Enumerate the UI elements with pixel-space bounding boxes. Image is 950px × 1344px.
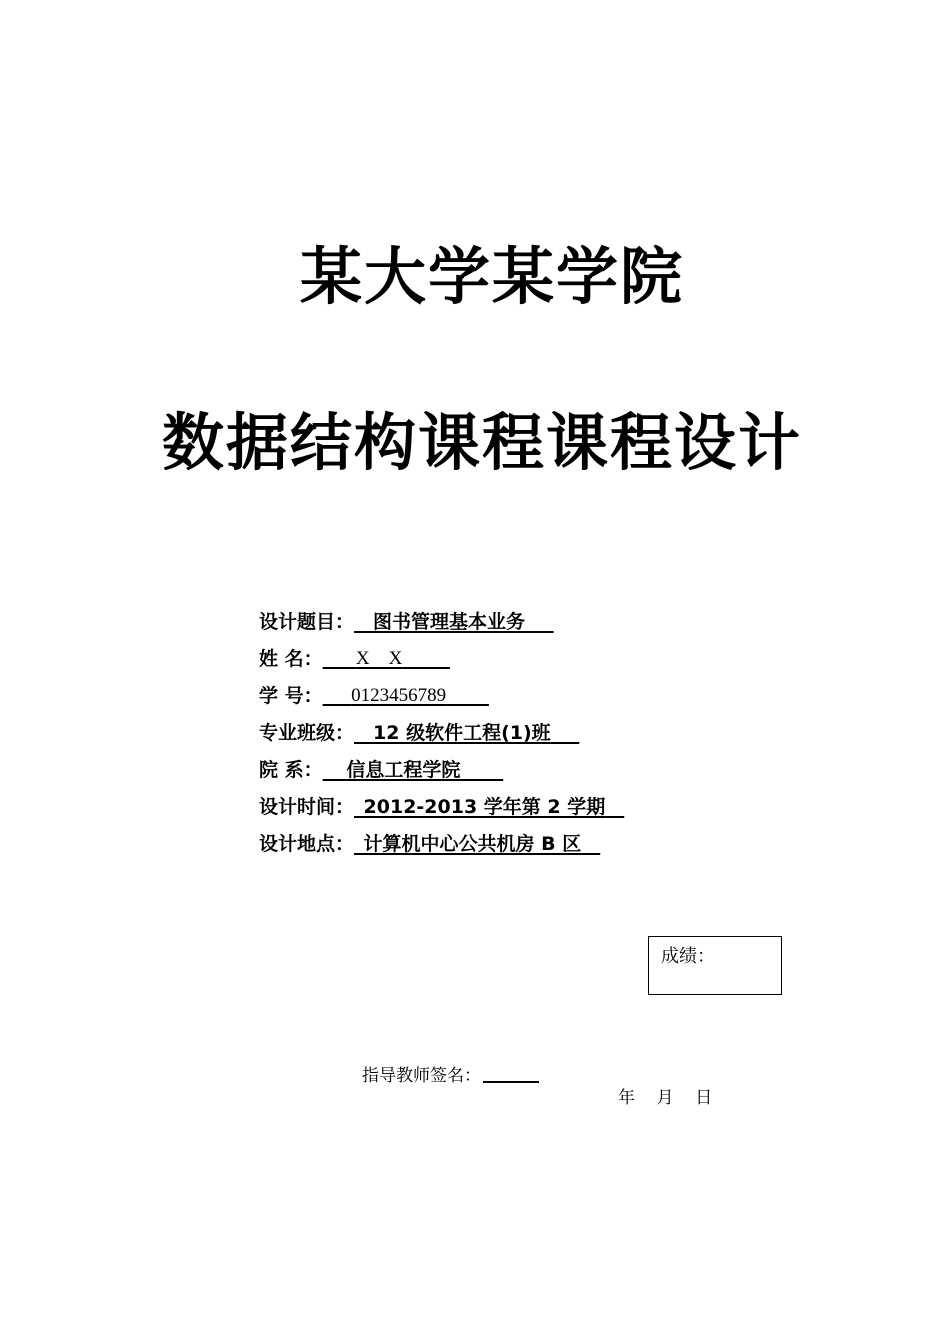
info-value: 12 级软件工程(1)班 <box>373 722 551 744</box>
info-colon: ： <box>335 611 355 633</box>
info-value: 图书管理基本业务 <box>373 611 526 633</box>
course-design-title: 数据结构课程课程设计 <box>162 406 803 479</box>
info-row-design-time <box>259 792 624 829</box>
info-value: 信息工程学院 <box>346 759 461 781</box>
info-label: 学 号 <box>259 685 304 707</box>
info-colon: ： <box>303 685 323 707</box>
info-label: 设计地点 <box>259 833 336 855</box>
supervisor-signature <box>362 1063 539 1089</box>
info-colon: ： <box>303 759 323 781</box>
info-label: 专业班级 <box>259 722 336 744</box>
info-label: 姓 名 <box>259 648 304 670</box>
score-box <box>648 936 782 995</box>
info-colon: ： <box>303 648 323 670</box>
info-label: 设计时间 <box>259 796 336 818</box>
supervisor-signature-label: 指导教师签名： <box>362 1066 481 1086</box>
info-block <box>259 607 624 866</box>
info-value: 计算机中心公共机房 B 区 <box>363 833 582 855</box>
info-value: X X <box>355 648 403 669</box>
info-label: 设计题目 <box>259 611 336 633</box>
info-colon: ： <box>335 833 355 855</box>
info-row-name <box>259 644 624 681</box>
info-row-department <box>259 755 624 792</box>
info-row-student-id <box>259 681 624 718</box>
info-value: 0123456789 <box>351 685 447 706</box>
info-row-topic <box>259 607 624 644</box>
university-title: 某大学某学院 <box>300 240 685 313</box>
score-label: 成绩： <box>661 946 715 967</box>
signature-line <box>483 1081 539 1083</box>
info-label: 院 系 <box>259 759 304 781</box>
info-colon: ： <box>335 722 355 744</box>
info-row-major-class <box>259 718 624 755</box>
info-colon: ： <box>335 796 355 818</box>
signature-date: 年 月 日 <box>618 1088 713 1108</box>
info-value: 2012-2013 学年第 2 学期 <box>363 796 606 818</box>
info-row-design-location <box>259 829 624 866</box>
